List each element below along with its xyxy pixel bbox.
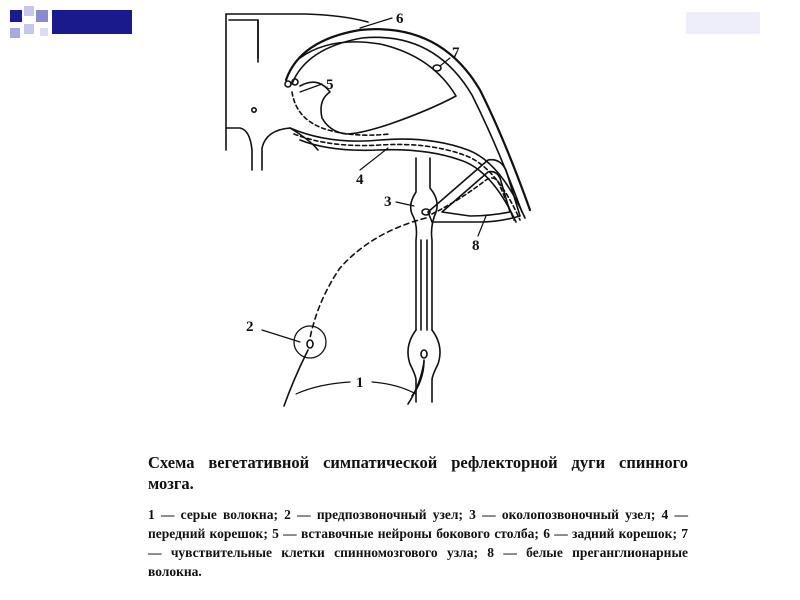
lower-neuron: [421, 350, 427, 358]
label-4: 4: [356, 172, 364, 188]
prevertebral-neuron: [307, 340, 313, 348]
label-3: 3: [384, 194, 392, 210]
trunk-right-upper: [430, 158, 437, 330]
label-2: 2: [246, 319, 254, 335]
label-7: 7: [452, 45, 460, 61]
leader-4: [360, 148, 388, 170]
label-5: 5: [326, 77, 334, 93]
preganglionic-dashed: [310, 218, 426, 338]
caption-legend: 1 — серые волокна; 2 — предпозвоночный узел; 3 — околопозвоночный узел; 4 — передний корешок; 5 — вставочные нейроны бокового столба; 6 — задний корешок; 7 — чувствительные клетки спинномозгового узла; 8 — белые преганглионарные волокна.: [148, 507, 688, 579]
grey-fiber-left: [284, 350, 308, 406]
caption-title: Схема вегетативной симпатической рефлекторной дуги спинного мозга.: [148, 453, 688, 493]
label-1: 1: [356, 375, 364, 391]
leader-1-left: [296, 382, 350, 394]
label-8: 8: [472, 238, 480, 254]
lower-neuron-fiber: [412, 360, 424, 396]
lower-ganglion-right: [432, 330, 440, 402]
spinal-cord-outline-posterior: [229, 20, 258, 58]
leader-1-right: [372, 382, 416, 394]
leader-2: [262, 330, 300, 342]
intercalary-neuron-1: [285, 81, 291, 87]
leader-8: [478, 216, 486, 236]
leader-6: [360, 18, 392, 28]
anterior-root-lower: [300, 140, 516, 222]
central-canal: [252, 108, 256, 112]
trunk-left-upper: [411, 158, 417, 330]
label-6: 6: [396, 11, 404, 27]
spinal-cord-outline-anterior: [226, 128, 252, 170]
figure-caption: [148, 452, 688, 581]
lateral-horn-outline: [300, 42, 456, 134]
